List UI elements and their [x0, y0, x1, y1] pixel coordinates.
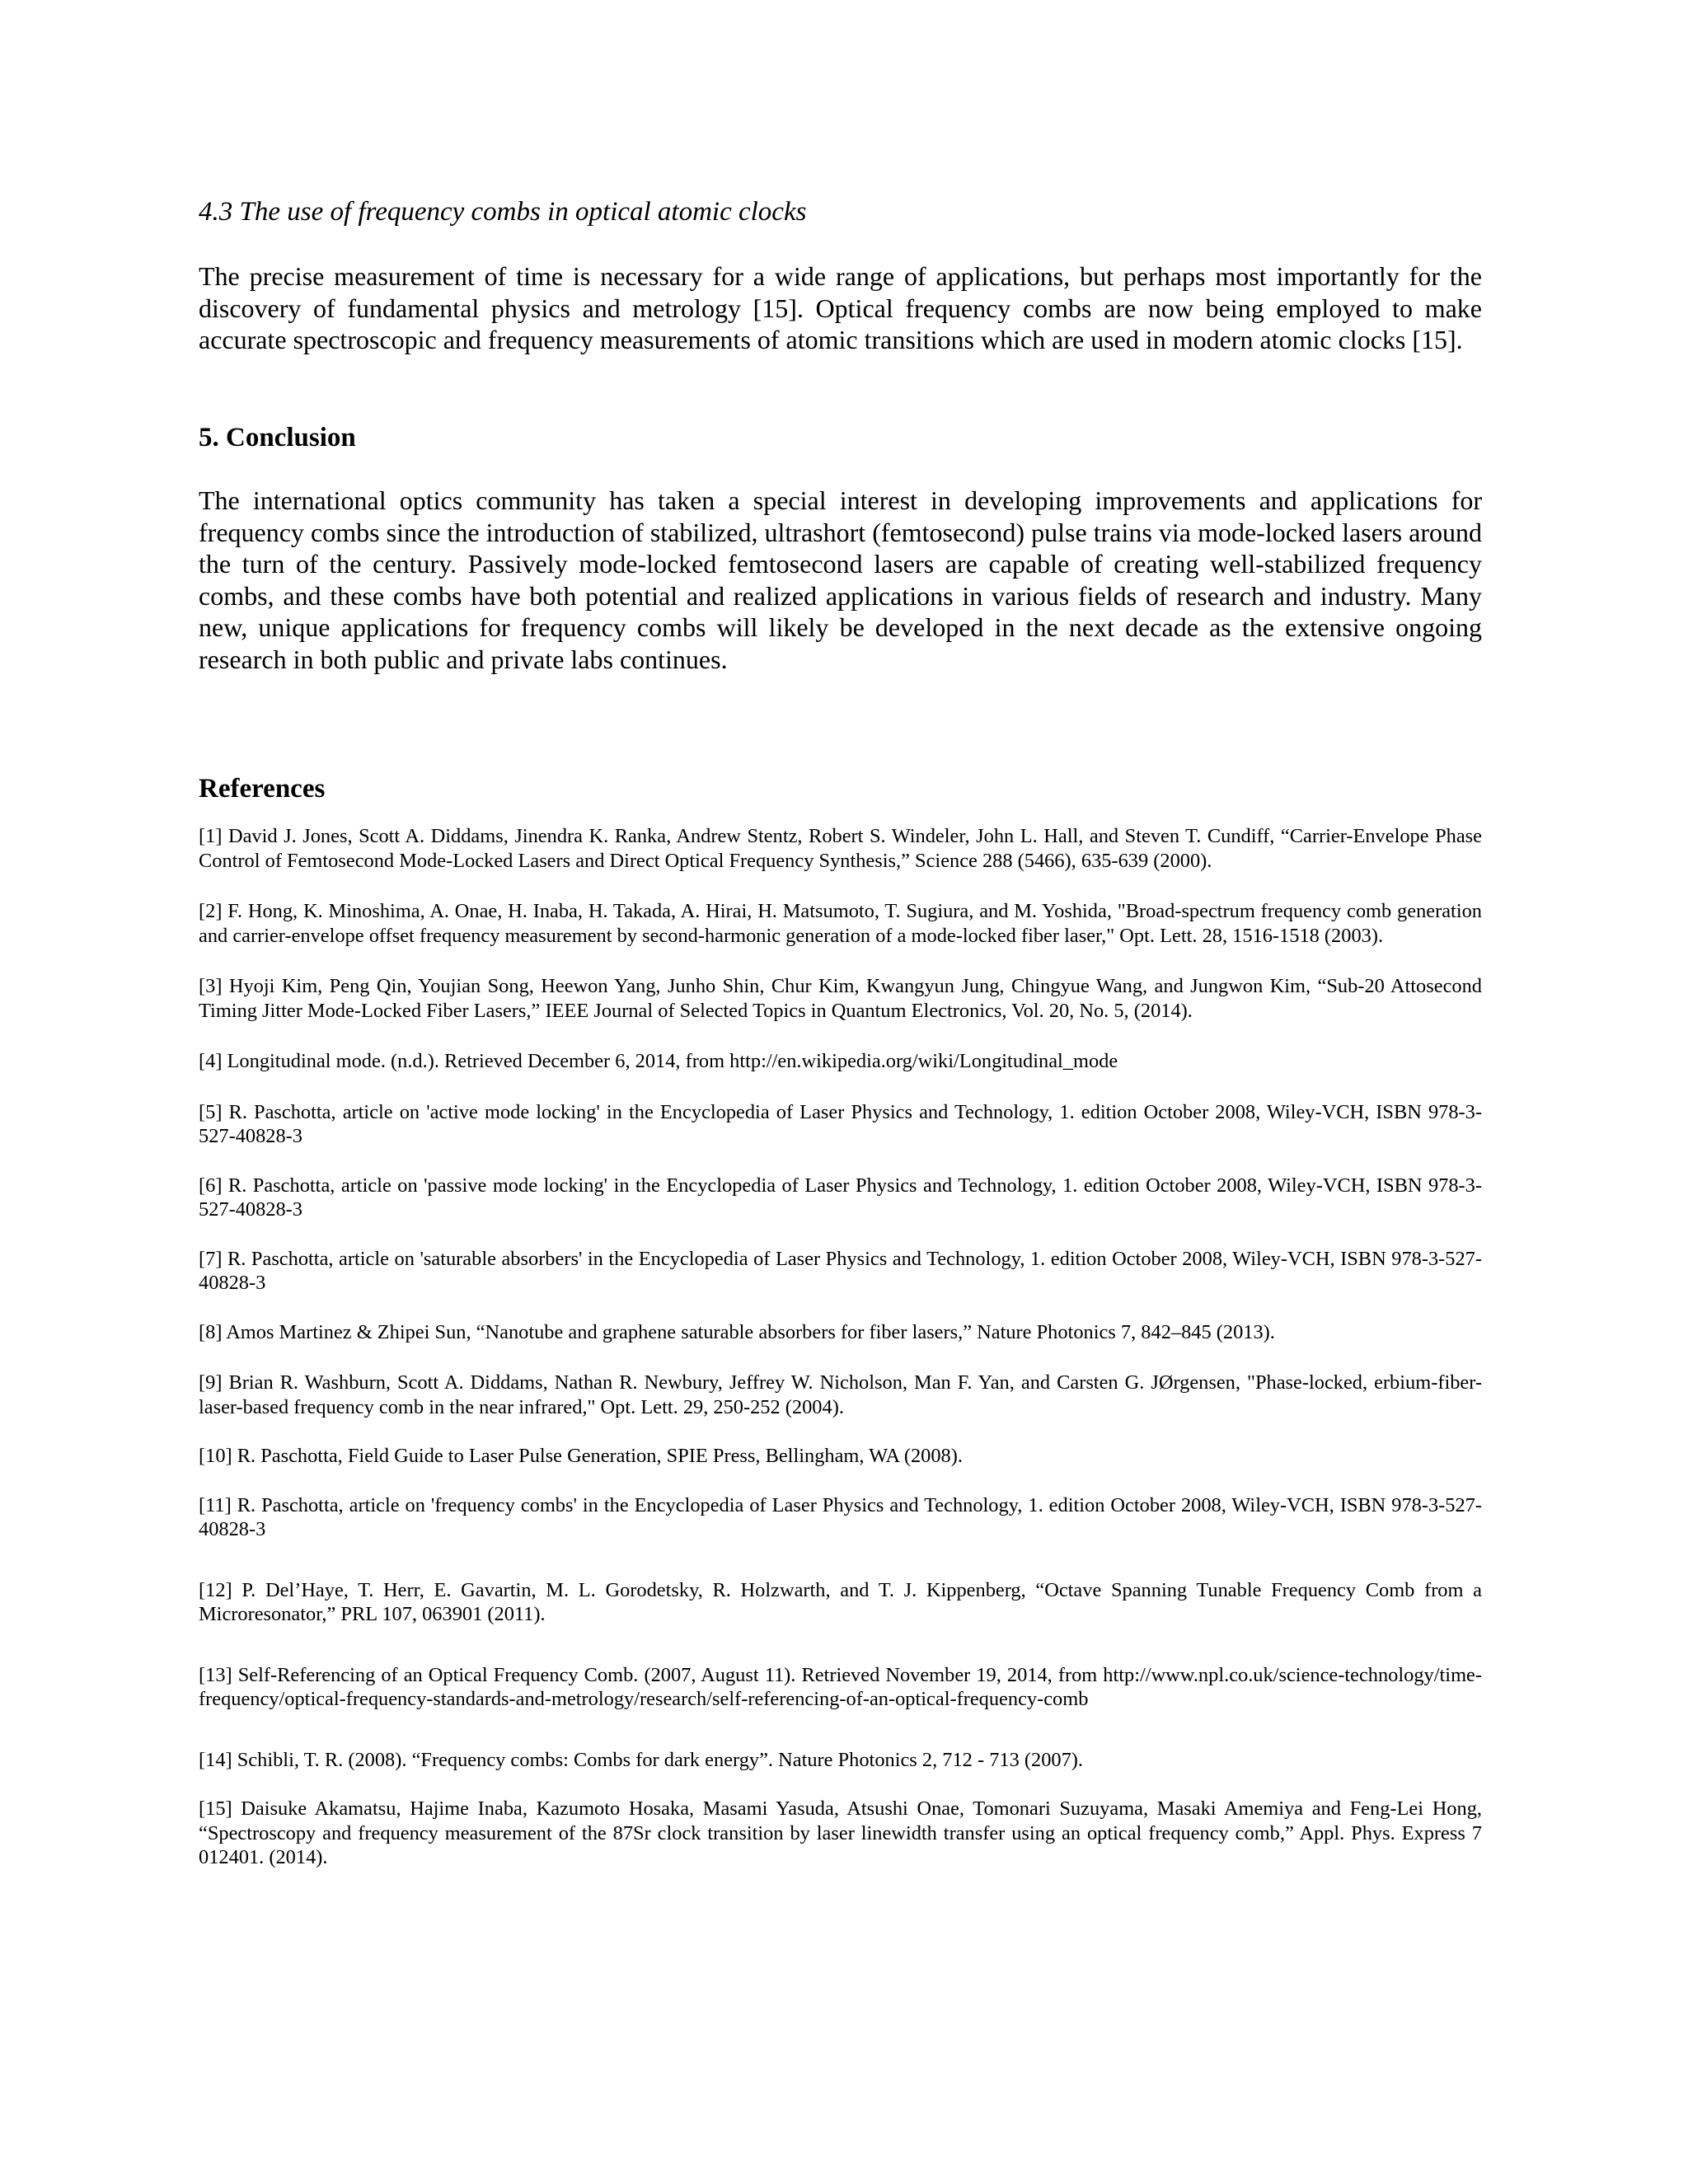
reference-list: [199, 824, 1482, 1870]
conclusion-paragraph: The international optics community has taken a special interest in developing improvements and applications for frequency combs since the introduction of stabilized, ultrashort (femtosecond) pulse trains via mode-locked lasers around the turn of the century. Passively mode-locked femtosecond lasers are capable of creating well-stabilized frequency combs, and these combs have both potential and realized applications in various fields of research and industry. Many new, unique applications for frequency combs will likely be developed in the next decade as the extensive ongoing research in both public and private labs continues.: [199, 485, 1482, 674]
reference-item: [8] Amos Martinez & Zhipei Sun, “Nanotube and graphene saturable absorbers for fiber lasers,” Nature Photonics 7, 842–845 (2013).: [199, 1320, 1275, 1343]
section-heading-4-3: 4.3 The use of frequency combs in optical atomic clocks: [199, 197, 807, 227]
reference-item: [3] Hyoji Kim, Peng Qin, Youjian Song, Heewon Yang, Junho Shin, Chur Kim, Kwangyun Jung, Chingyue Wang, and Jungwon Kim, “Sub-20 Attosecond Timing Jitter Mode-Locked Fiber Lasers,” IEEE Journal of Selected Topics in Quantum Electronics, Vol. 20, No. 5, (2014).: [199, 975, 1482, 1022]
reference-item: [5] R. Paschotta, article on 'active mode locking' in the Encyclopedia of Laser Physics and Technology, 1. edition October 2008, Wiley-VCH, ISBN 978-3-527-40828-3: [199, 1100, 1482, 1147]
references-heading: References: [199, 774, 326, 804]
reference-item: [10] R. Paschotta, Field Guide to Laser Pulse Generation, SPIE Press, Bellingham, WA (2008).: [199, 1445, 963, 1467]
reference-item: [9] Brian R. Washburn, Scott A. Diddams, Nathan R. Newbury, Jeffrey W. Nicholson, Man F. Yan, and Carsten G. JØrgensen, "Phase-locked, erbium-fiber-laser-based frequency comb in the near infrared," Opt. Lett. 29, 250-252 (2004).: [199, 1371, 1482, 1418]
reference-item: [14] Schibli, T. R. (2008). “Frequency combs: Combs for dark energy”. Nature Photonics 2, 712 - 713 (2007).: [199, 1748, 1083, 1771]
conclusion-heading: 5. Conclusion: [199, 423, 356, 452]
reference-item: [7] R. Paschotta, article on 'saturable absorbers' in the Encyclopedia of Laser Physics and Technology, 1. edition October 2008, Wiley-VCH, ISBN 978-3-527-40828-3: [199, 1247, 1482, 1294]
reference-item: [4] Longitudinal mode. (n.d.). Retrieved December 6, 2014, from http://en.wikipedia.org/wiki/Longitudinal_mode: [199, 1050, 1118, 1072]
reference-item: [1] David J. Jones, Scott A. Diddams, Jinendra K. Ranka, Andrew Stentz, Robert S. Windeler, John L. Hall, and Steven T. Cundiff, “Carrier-Envelope Phase Control of Femtosecond Mode-Locked Lasers and Direct Optical Frequency Synthesis,” Science 288 (5466), 635-639 (2000).: [199, 825, 1482, 872]
section-4-3-paragraph: The precise measurement of time is necessary for a wide range of applications, but perhaps most importantly for the discovery of fundamental physics and metrology [15]. Optical frequency combs are now being employed to make accurate spectroscopic and frequency measurements of atomic transitions which are used in modern atomic clocks [15].: [199, 261, 1482, 354]
reference-item: [2] F. Hong, K. Minoshima, A. Onae, H. Inaba, H. Takada, A. Hirai, H. Matsumoto, T. Sugiura, and M. Yoshida, "Broad-spectrum frequency comb generation and carrier-envelope offset frequency measurement by second-harmonic generation of a mode-locked fiber laser," Opt. Lett. 28, 1516-1518 (2003).: [199, 900, 1482, 947]
reference-item: [13] Self-Referencing of an Optical Frequency Comb. (2007, August 11). Retrieved November 19, 2014, from http://www.npl.co.uk/science-technology/time-frequency/optical-frequency-standards-and-metrology/research/self-referencing-of-an-optical-frequency-comb: [199, 1663, 1482, 1710]
reference-item: [11] R. Paschotta, article on 'frequency combs' in the Encyclopedia of Laser Physics and Technology, 1. edition October 2008, Wiley-VCH, ISBN 978-3-527-40828-3: [199, 1493, 1482, 1540]
reference-item: [6] R. Paschotta, article on 'passive mode locking' in the Encyclopedia of Laser Physics and Technology, 1. edition October 2008, Wiley-VCH, ISBN 978-3-527-40828-3: [199, 1174, 1482, 1221]
reference-item: [15] Daisuke Akamatsu, Hajime Inaba, Kazumoto Hosaka, Masami Yasuda, Atsushi Onae, Tomonari Suzuyama, Masaki Amemiya and Feng-Lei Hong, “Spectroscopy and frequency measurement of the 87Sr clock transition by laser linewidth transfer using an optical frequency comb,” Appl. Phys. Express 7 012401. (2014).: [199, 1797, 1482, 1868]
reference-item: [12] P. Del’Haye, T. Herr, E. Gavartin, M. L. Gorodetsky, R. Holzwarth, and T. J. Kippenberg, “Octave Spanning Tunable Frequency Comb from a Microresonator,” PRL 107, 063901 (2011).: [199, 1578, 1482, 1625]
